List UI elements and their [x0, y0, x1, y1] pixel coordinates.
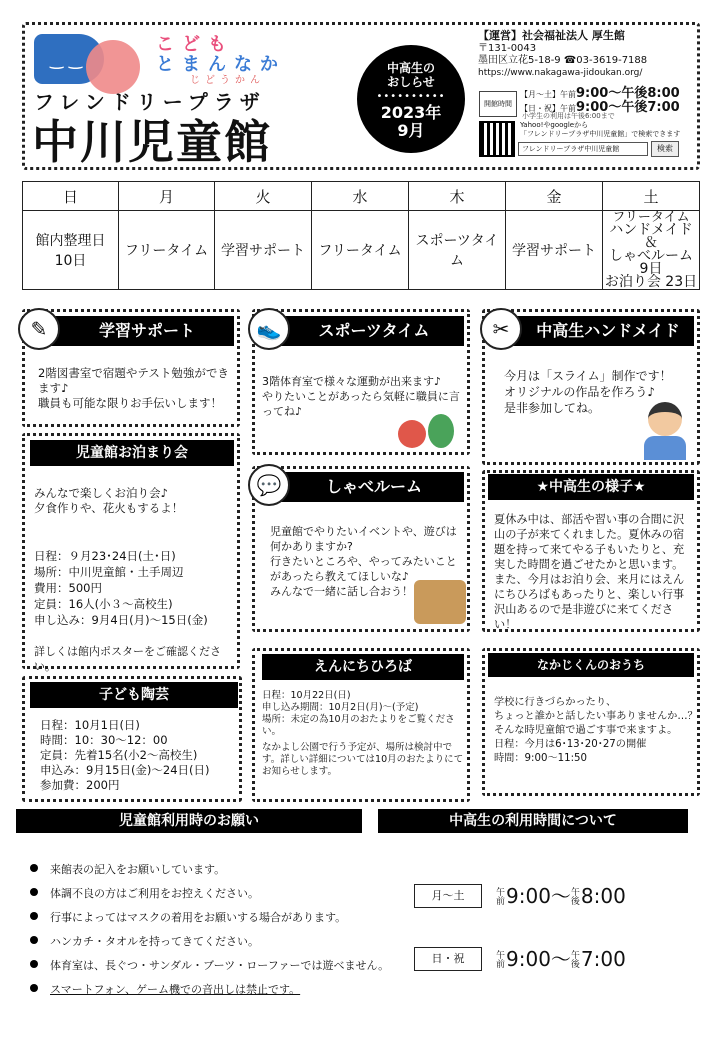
sports-text: 3階体育室で様々な運動が出来ます♪ やりたいことがあったら気軽に職員に言ってね♪ — [262, 375, 460, 418]
day-fri: 金 — [506, 182, 603, 211]
kodomo-line2: とまんなか — [156, 54, 286, 75]
sat-line3: しゃべルーム 9日 — [609, 248, 693, 277]
time-holiday-pm: 午後 — [570, 950, 580, 970]
rules-title: 児童館利用時のお願い — [16, 809, 362, 833]
search-button[interactable]: 検索 — [651, 141, 679, 157]
rule-item — [30, 978, 390, 1002]
scissors-icon: ✂ — [480, 308, 522, 350]
rule-text: スマートフォン、ゲーム機での音出しは禁止です。 — [50, 983, 301, 996]
students-text: 夏休み中は、部活や習い事の合間に沢山の子が来てくれました。夏休みの宿題を持って来てやる子もいたりと、充実した時間を過ごせたかと思います。 また、今月はお泊り会、来月にはえんにちひろばもあったりと、楽しい行事沢山あるので是非遊びに来てください！ — [494, 513, 685, 631]
hours-holiday-time: 9:00〜午後7:00 — [576, 100, 680, 115]
sneaker-icon: 👟 — [248, 308, 290, 350]
bullet-icon — [30, 960, 38, 968]
address: 墨田区立花5-18-9 ☎03-3619-7188 — [478, 55, 648, 66]
ennichi-note: なかよし公園で行う予定が、場所は検討中です。詳しい詳細については10月のおたよりにてお知らせします。 — [262, 742, 464, 777]
logo-face-icon: ‿ ‿ — [50, 50, 83, 69]
time-title: 中高生の利用時間について — [378, 809, 688, 833]
time-holiday-end: 7:00 — [580, 947, 626, 971]
hours-weekday-prefix: 【月～土】午前 — [520, 90, 576, 99]
activity-fri: 学習サポート — [506, 211, 603, 290]
day-sun: 日 — [23, 182, 119, 211]
rule-item — [30, 858, 390, 882]
qr-code-icon — [479, 121, 515, 157]
talk-title: しゃべルーム — [262, 472, 464, 502]
postal-code: 〒131-0043 — [478, 43, 537, 54]
activity-thu: スポーツタイム — [409, 211, 506, 290]
activity-wed: フリータイム — [312, 211, 409, 290]
search-input[interactable]: フレンドリープラザ中川児童館 — [518, 142, 648, 156]
day-sat: 土 — [603, 182, 700, 211]
rule-text: 体調不良の方はご利用をお控えください。 — [50, 887, 259, 900]
hours-label: 開館時間 — [479, 91, 517, 117]
search-note — [520, 121, 680, 139]
time-label-weekday: 月～土 — [414, 884, 482, 908]
subtitle: フレンドリープラザ — [34, 90, 266, 114]
bullet-icon — [30, 888, 38, 896]
stay-details: 日程：９月23･24日(土･日) 場所：中川児童館・土手周辺 費用：500円 定員：16人(小３～高校生) 申し込み：9月4日(月)～15日(金) — [34, 549, 208, 627]
time-weekday-start: 9:00～ — [506, 884, 571, 908]
rule-item — [30, 906, 390, 930]
sat-line1: フリータイム — [612, 210, 690, 225]
students-title: ★中高生の様子★ — [488, 474, 694, 500]
bullet-icon — [30, 864, 38, 872]
handmade-text: 今月は「スライム」制作です！ オリジナルの作品を作ろう♪ 是非参加してね。 — [504, 369, 672, 415]
rule-item — [30, 882, 390, 906]
circle-line1: 中高生の — [386, 61, 435, 75]
bullet-icon — [30, 984, 38, 992]
day-thu: 木 — [409, 182, 506, 211]
bullet-icon — [30, 936, 38, 944]
time-weekday-end: 8:00 — [580, 884, 626, 908]
nakaji-title: なかじくんのおうち — [488, 653, 694, 677]
circle-line2: おしらせ — [387, 75, 435, 89]
time-holiday-am: 午前 — [496, 950, 506, 970]
sports-title: スポーツタイム — [262, 316, 464, 346]
rule-text: 行事によってはマスクの着用をお願いする場合があります。 — [50, 911, 347, 924]
sat-line4: お泊り会 23日 — [604, 274, 698, 290]
page-title: 中川児童館 — [32, 115, 272, 169]
rules-list — [30, 858, 390, 1002]
rule-text: 来館表の記入をお願いしています。 — [50, 863, 226, 876]
notice-circle — [357, 45, 465, 153]
boy-icon — [648, 402, 682, 436]
hours-weekday-time: 9:00〜午後8:00 — [576, 86, 680, 101]
time-weekday — [496, 880, 626, 909]
weekly-schedule — [22, 181, 700, 290]
chat-bubble-icon: 💬 — [248, 464, 290, 506]
circle-dots: •••••••••• — [376, 91, 446, 102]
study-support-title: 学習サポート — [34, 316, 234, 346]
rule-item — [30, 954, 390, 978]
basketball-player-icon — [398, 420, 426, 448]
time-weekday-pm: 午後 — [570, 887, 580, 907]
operator: 【運営】社会福祉法人 厚生館 — [478, 29, 625, 42]
sat-line2: ハンドメイド＆ — [609, 222, 693, 251]
stay-title: 児童館お泊まり会 — [30, 440, 234, 466]
activity-sun: 館内整理日 10日 — [23, 211, 119, 290]
nakaji-text: 学校に行きづらかったり、 ちょっと誰かと話したい事ありませんか…？ そんな時児童館で過ごす事で来ますよ。 日程：今月は6･13･20･27の開催 時間：9:00～11:50 — [494, 697, 698, 764]
website-link[interactable]: https://www.nakagawa-jidoukan.org/ — [478, 68, 643, 78]
stay-intro: みんなで楽しくお泊り会♪ 夕食作りや、花火もするよ！ — [34, 486, 184, 515]
talk-text: 児童館でやりたいイベントや、遊びは何かありますか? 行きたいところや、やってみたいことがあったら教えてほしいな♪ みんなで一緒に話し合おう！ — [270, 525, 457, 598]
time-weekday-am: 午前 — [496, 887, 506, 907]
ennichi-title: えんにちひろば — [262, 654, 464, 680]
player-icon — [428, 414, 454, 448]
pottery-text: 日程：10月1日(日) 時間：10：30～12：00 定員：先着15名(小2～高校生) 申込み：9月15日(金)～24日(日) 参加費：200円 — [40, 718, 210, 792]
ennichi-text: 日程：10月22日(日) 申し込み期間：10月2日(月)～(予定) 場所：未定の為10月のおたよりをご覧ください。 — [262, 690, 455, 737]
pottery-title: 子ども陶芸 — [30, 682, 238, 708]
rule-text: ハンカチ・タオルを持ってきてください。 — [50, 935, 259, 948]
time-label-holiday: 日・祝 — [414, 947, 482, 971]
study-support-text: 2階図書室で宿題やテスト勉強ができます♪ 職員も可能な限りお手伝いします！ — [38, 366, 229, 410]
boy-body-icon — [644, 436, 686, 460]
hours-holiday-prefix: 【日・祝】午前 — [520, 104, 576, 113]
handmade-title: 中高生ハンドメイド — [492, 316, 694, 346]
stay-note: 詳しくは館内ポスターをご確認ください。 — [34, 645, 221, 673]
activity-mon: フリータイム — [119, 211, 215, 290]
bullet-icon — [30, 912, 38, 920]
time-holiday — [496, 943, 626, 972]
group-discussion-icon — [414, 580, 466, 624]
rule-text: 体育室は、長ぐつ・サンダル・ブーツ・ローファーでは遊べません。 — [50, 959, 390, 972]
time-holiday-start: 9:00～ — [506, 947, 571, 971]
rule-item — [30, 930, 390, 954]
day-tue: 火 — [215, 182, 312, 211]
activity-tue: 学習サポート — [215, 211, 312, 290]
hours-note: 小学生の利用は午後6:00まで — [522, 112, 615, 120]
pencil-icon: ✎ — [18, 308, 60, 350]
day-wed: 水 — [312, 182, 409, 211]
circle-month: 9月 — [397, 121, 425, 140]
contact-info — [478, 30, 698, 79]
search-note-2: 「フレンドリープラザ中川児童館」で検索できます — [520, 130, 681, 138]
kodomo-line3: じどうかん — [190, 75, 265, 86]
day-mon: 月 — [119, 182, 215, 211]
kodomo-line1: こども — [156, 34, 234, 55]
circle-year: 2023年 — [380, 103, 442, 122]
search-note-1: Yahoo!やgoogleから — [520, 121, 589, 129]
activity-sat — [603, 211, 700, 290]
